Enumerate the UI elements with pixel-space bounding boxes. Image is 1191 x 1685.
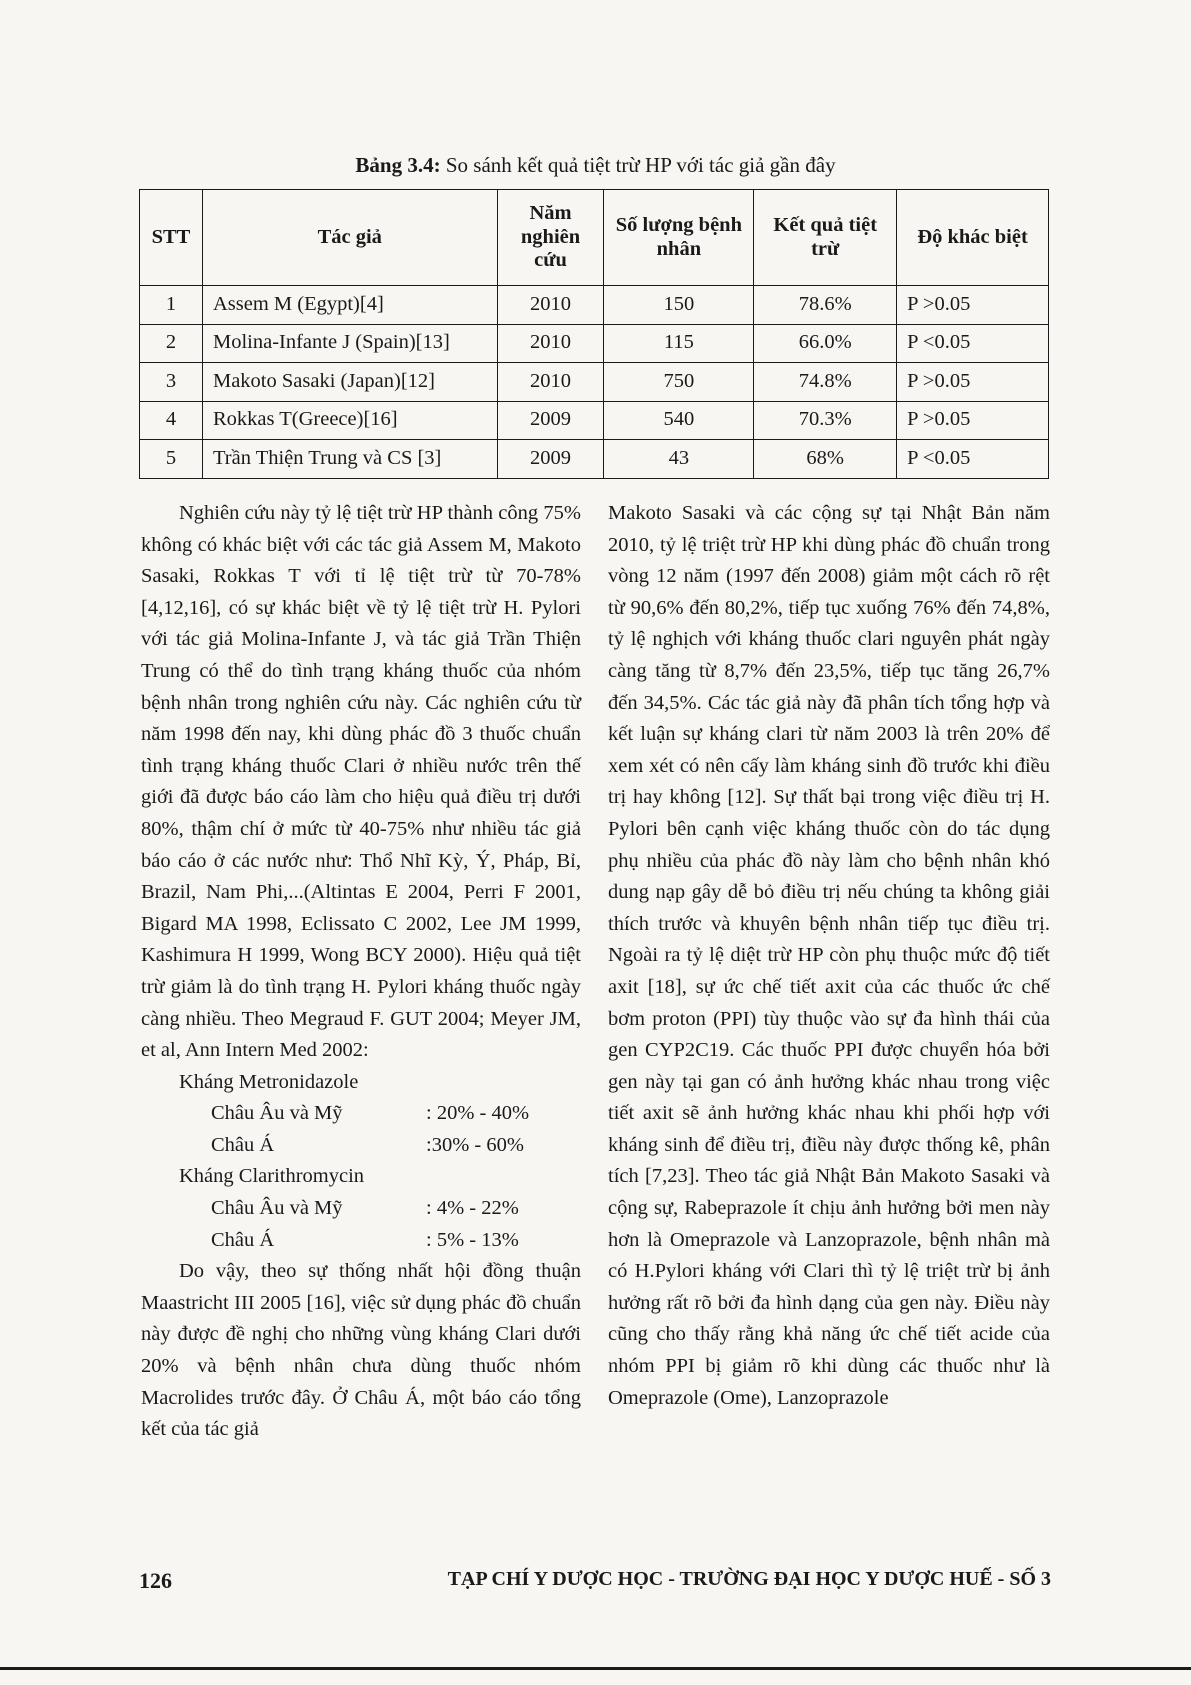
metronidazole-heading: Kháng Metronidazole <box>179 1070 359 1093</box>
cell-result: 74.8% <box>754 363 897 402</box>
cell-patients: 115 <box>604 324 754 363</box>
cell-result: 66.0% <box>754 324 897 363</box>
right-paragraph-1: Makoto Sasaki và các cộng sự tại Nhật Bản năm 2010, tỷ lệ triệt trừ HP khi dùng phác đồ chuẩn trong vòng 12 năm (1997 đến 2008) giảm một cách rõ rệt từ 90,6% đến 80,2%, tiếp tục xuống 76% đến 74,8%, tỷ lệ nghịch với kháng thuốc clari nguyên phát ngày càng tăng từ 8,7% đến 23,5%, tiếp tục tăng 26,7% đến 34,5%. Các tác giả này đã phân tích tổng hợp và kết luận sự kháng clari từ năm 2003 là trên 20% để xem xét có nên cấy làm kháng sinh đồ trước khi điều trị hay không [12]. Sự thất bại trong việc điều trị H. Pylori bên cạnh việc kháng thuốc còn do tác dụng phụ nhiều của phác đồ này làm cho bệnh nhân khó dung nạp gây dễ bỏ điều trị nếu chúng ta không giải thích trước và khuyên bệnh nhân tiếp tục điều trị. Ngoài ra tỷ lệ diệt trừ HP còn phụ thuộc mức độ tiết axit [18], sự ức chế tiết axit của các thuốc ức chế bơm proton (PPI) tùy thuộc vào sự đa hình thái của gen CYP2C19. Các thuốc PPI được chuyển hóa bởi gen này tại gan có ảnh hưởng khác nhau trong việc tiết axit sẽ ảnh hưởng khác nhau khi phối hợp với kháng sinh để điều trị, điều này được thống kê, phân tích [7,23]. Theo tác giả Nhật Bản Makoto Sasaki và cộng sự, Rabeprazole ít chịu ảnh hưởng bởi men này hơn là Omeprazole và Lanzoprazole, bệnh nhân mà có H.Pylori kháng với Clari thì tỷ lệ triệt trừ bị ảnh hưởng rất rõ bởi đa hình dạng của gen này. Điều này cũng cho thấy rằng khả năng ức chế tiết acide của nhóm PPI bị giảm rõ khi dùng các thuốc như là Omeprazole (Ome), Lanzoprazole <box>608 502 1050 1409</box>
table-caption-label: Bảng 3.4: <box>355 153 441 177</box>
resistance-value: :30% - 60% <box>426 1133 524 1156</box>
bottom-rule <box>0 1667 1191 1670</box>
left-column <box>141 498 581 1446</box>
region-label: Châu Âu và Mỹ <box>211 1197 343 1220</box>
cell-patients: 43 <box>604 440 754 479</box>
resistance-value: : 4% - 22% <box>426 1197 519 1220</box>
cell-stt: 5 <box>140 440 203 479</box>
list-item <box>141 1225 581 1257</box>
right-column <box>608 498 1050 1414</box>
table-row <box>140 401 1049 440</box>
table-caption <box>0 153 1191 178</box>
cell-year: 2009 <box>497 401 604 440</box>
table-row <box>140 286 1049 325</box>
cell-result: 68% <box>754 440 897 479</box>
table-row <box>140 440 1049 479</box>
cell-stt: 2 <box>140 324 203 363</box>
cell-year: 2010 <box>497 363 604 402</box>
cell-difference: P >0.05 <box>897 401 1049 440</box>
cell-year: 2010 <box>497 324 604 363</box>
cell-difference: P <0.05 <box>897 324 1049 363</box>
region-label: Châu Âu và Mỹ <box>211 1102 343 1125</box>
table-row <box>140 324 1049 363</box>
cell-author: Rokkas T(Greece)[16] <box>202 401 497 440</box>
table-caption-text: So sánh kết quả tiệt trừ HP với tác giả gần đây <box>445 153 836 177</box>
resistance-value: : 5% - 13% <box>426 1228 519 1251</box>
list-item <box>141 1193 581 1225</box>
left-paragraph-2: Do vậy, theo sự thống nhất hội đồng thuận Maastricht III 2005 [16], việc sử dụng phác đồ chuẩn này được đề nghị cho những vùng kháng Clari dưới 20% và bệnh nhân chưa dùng thuốc nhóm Macrolides trước đây. Ở Châu Á, một báo cáo tổng kết của tác giả <box>141 1260 581 1441</box>
cell-difference: P >0.05 <box>897 286 1049 325</box>
cell-stt: 3 <box>140 363 203 402</box>
left-paragraph-1: Nghiên cứu này tỷ lệ tiệt trừ HP thành công 75% không có khác biệt với các tác giả Assem M, Makoto Sasaki, Rokkas T với tỉ lệ tiệt trừ từ 70-78% [4,12,16], có sự khác biệt về tỷ lệ tiệt trừ H. Pylori với tác giả Molina-Infante J, và tác giả Trần Thiện Trung có thể do tình trạng kháng thuốc của nhóm bệnh nhân trong nghiên cứu này. Các nghiên cứu từ năm 1998 đến nay, khi dùng phác đồ 3 thuốc chuẩn tình trạng kháng thuốc Clari ở nhiều nước trên thế giới đã được báo cáo làm cho hiệu quả điều trị dưới 80%, thậm chí ở mức từ 40-75% như nhiều tác giả báo cáo ở các nước như: Thổ Nhĩ Kỳ, Ý, Pháp, Bỉ, Brazil, Nam Phi,...(Altintas E 2004, Perri F 2001, Bigard MA 1998, Eclissato C 2002, Lee JM 1999, Kashimura H 1999, Wong BCY 2000). Hiệu quả tiệt trừ giảm là do tình trạng H. Pylori kháng thuốc ngày càng nhiều. Theo Megraud F. GUT 2004; Meyer JM, et al, Ann Intern Med 2002: <box>141 502 581 1062</box>
cell-stt: 4 <box>140 401 203 440</box>
cell-year: 2009 <box>497 440 604 479</box>
header-patients: Số lượng bệnh nhân <box>604 190 754 286</box>
page-number: 126 <box>139 1568 172 1593</box>
cell-result: 78.6% <box>754 286 897 325</box>
header-author: Tác giả <box>202 190 497 286</box>
region-label: Châu Á <box>211 1228 275 1251</box>
journal-name: TẠP CHÍ Y DƯỢC HỌC - TRƯỜNG ĐẠI HỌC Y DƯỢC HUẾ - SỐ 3 <box>447 1568 1051 1590</box>
list-item <box>141 1130 581 1162</box>
cell-difference: P >0.05 <box>897 363 1049 402</box>
cell-patients: 750 <box>604 363 754 402</box>
resistance-value: : 20% - 40% <box>426 1102 530 1125</box>
table-row <box>140 363 1049 402</box>
cell-patients: 540 <box>604 401 754 440</box>
cell-author: Makoto Sasaki (Japan)[12] <box>202 363 497 402</box>
region-label: Châu Á <box>211 1133 275 1156</box>
table-header-row <box>140 190 1049 286</box>
cell-author: Molina-Infante J (Spain)[13] <box>202 324 497 363</box>
cell-patients: 150 <box>604 286 754 325</box>
cell-stt: 1 <box>140 286 203 325</box>
cell-author: Assem M (Egypt)[4] <box>202 286 497 325</box>
cell-difference: P <0.05 <box>897 440 1049 479</box>
header-difference: Độ khác biệt <box>897 190 1049 286</box>
header-year: Năm nghiên cứu <box>497 190 604 286</box>
header-result: Kết quả tiệt trừ <box>754 190 897 286</box>
cell-author: Trần Thiện Trung và CS [3] <box>202 440 497 479</box>
comparison-table <box>139 189 1049 479</box>
list-item <box>141 1098 581 1130</box>
clarithromycin-heading: Kháng Clarithromycin <box>179 1165 365 1188</box>
header-stt: STT <box>140 190 203 286</box>
cell-year: 2010 <box>497 286 604 325</box>
cell-result: 70.3% <box>754 401 897 440</box>
resistance-list <box>141 1067 581 1257</box>
